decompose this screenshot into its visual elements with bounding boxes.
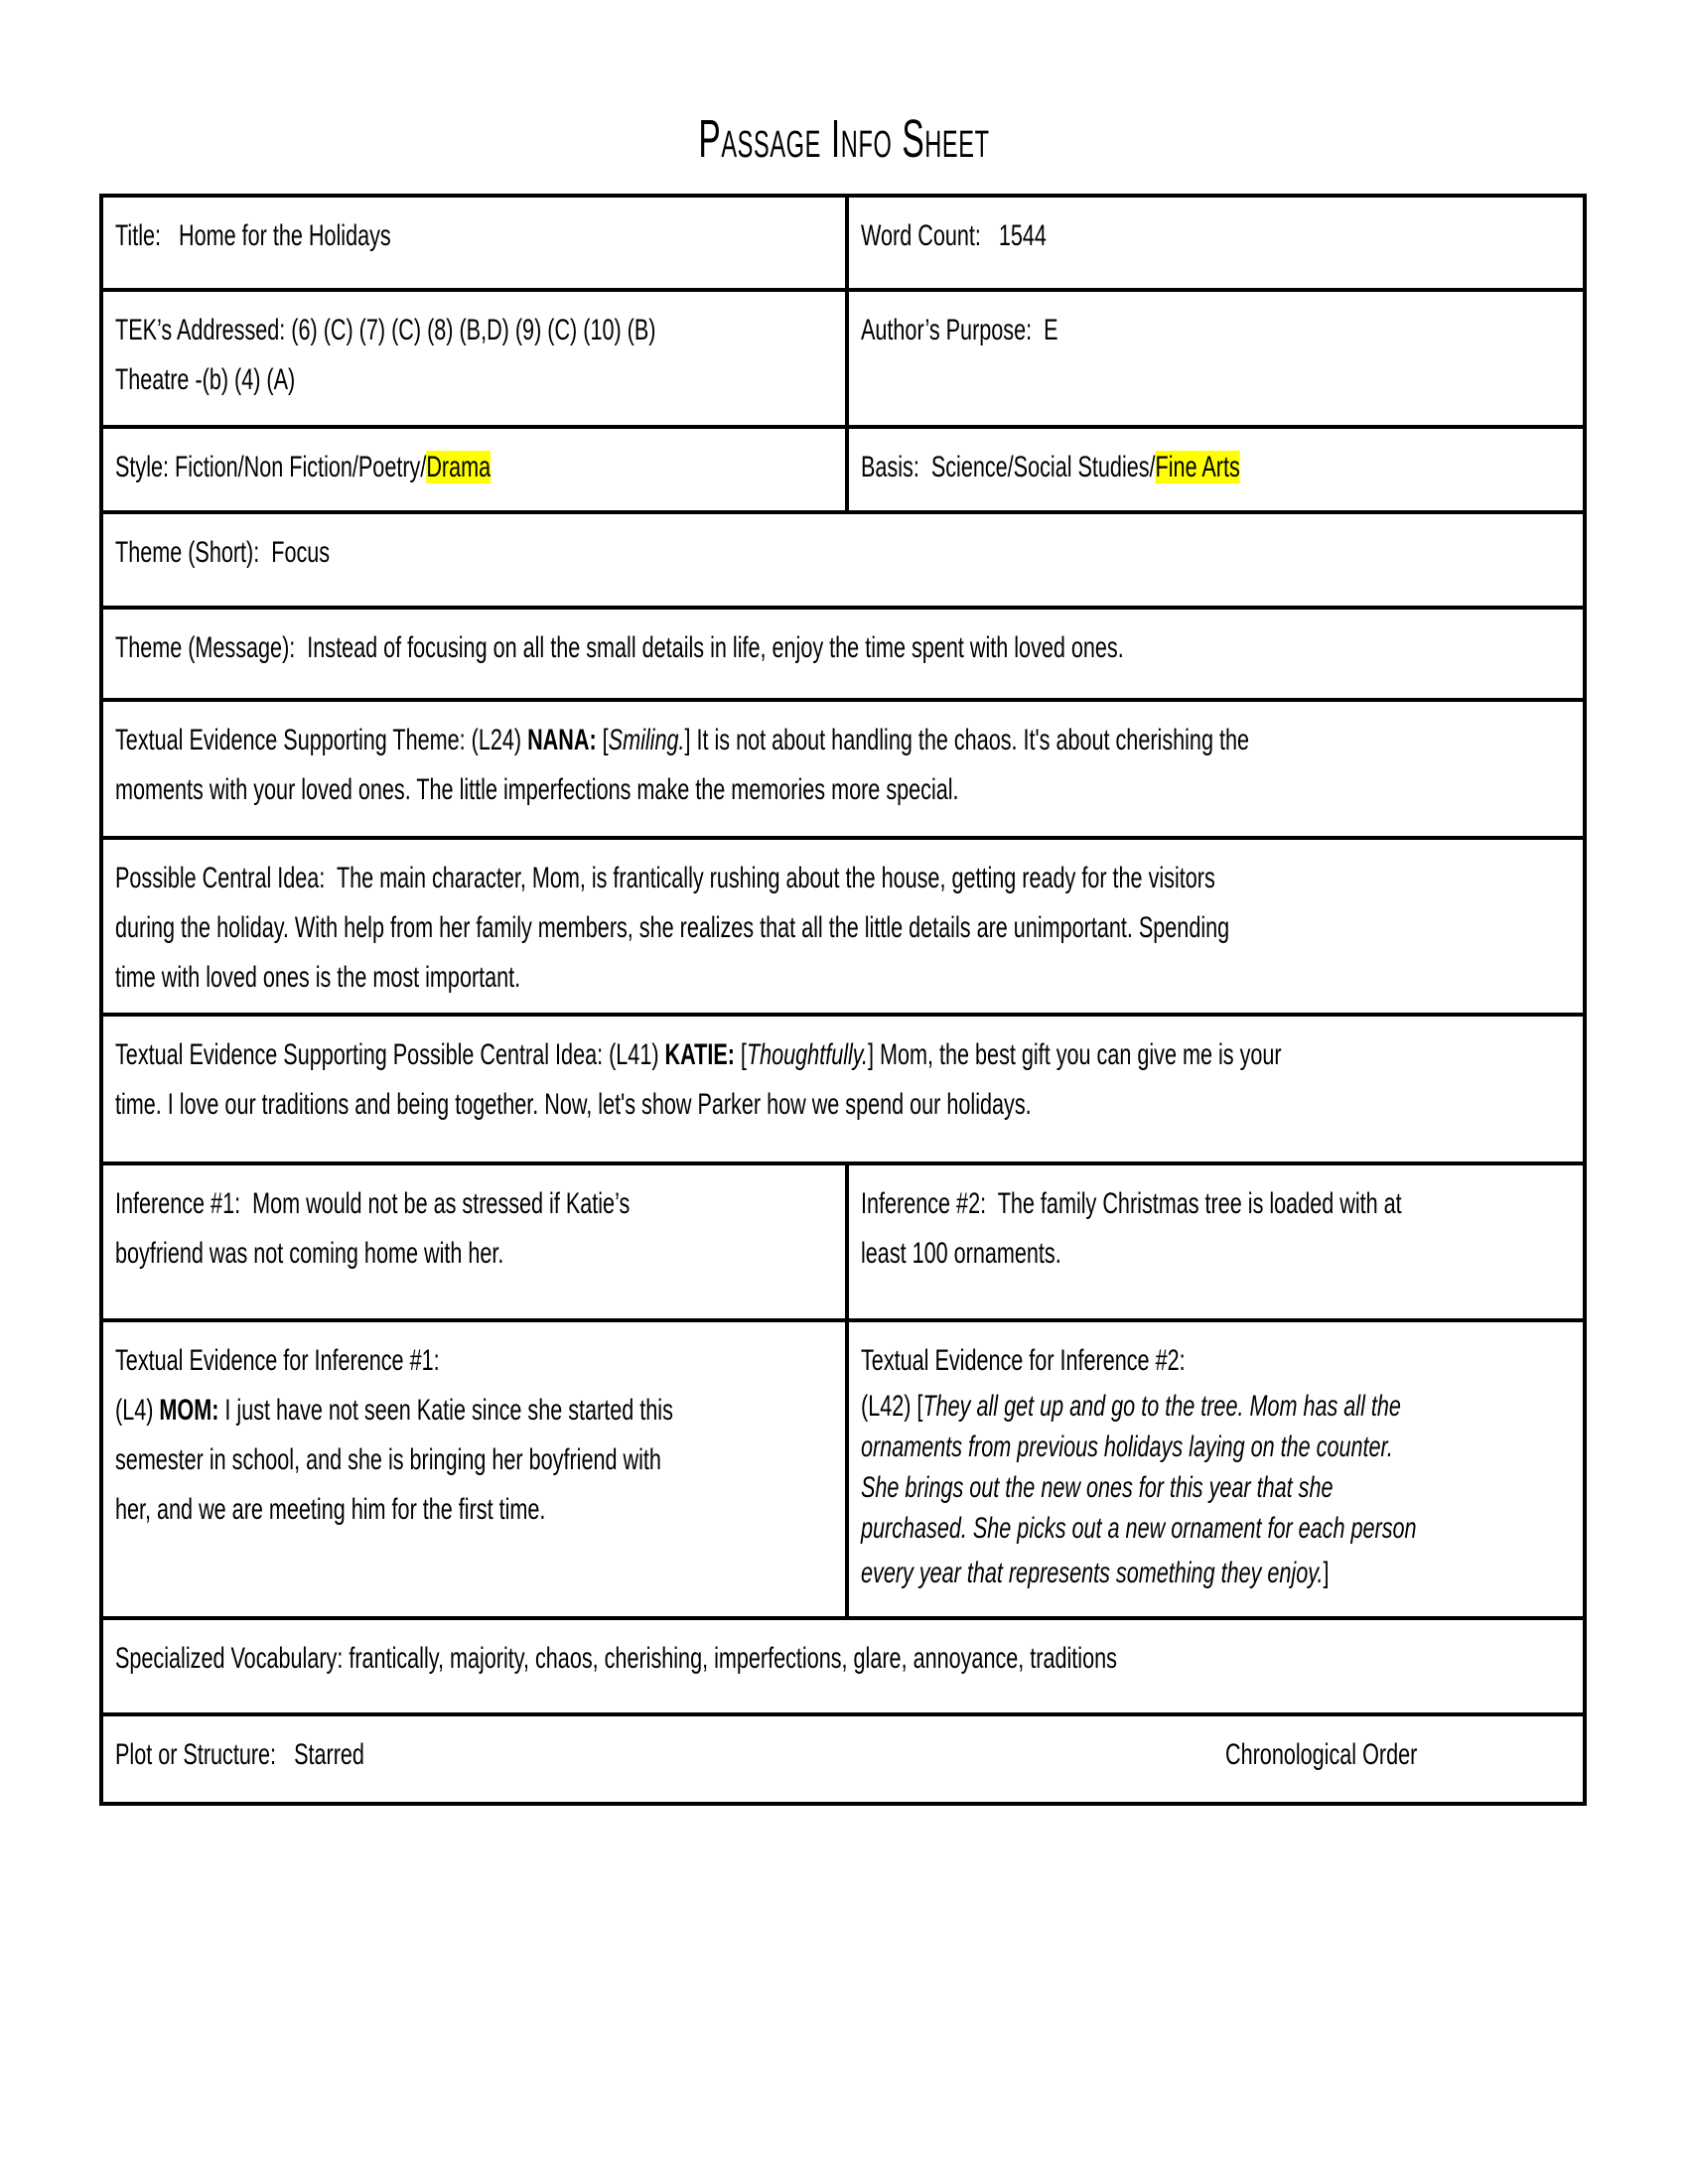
word-count-cell (849, 198, 1583, 288)
evidence-inference2-line2: ornaments from previous holidays laying on the counter. (861, 1431, 1393, 1463)
vocabulary-value: frantically, majority, chaos, cherishing, imperfections, glare, annoyance, traditions (349, 1642, 1117, 1675)
row-teks (103, 292, 1583, 429)
theme-message-cell (103, 610, 1583, 698)
evidence-inference1-line-ref: (L4) (115, 1394, 154, 1427)
evidence-theme-line1: It is not about handling the chaos. It's about cherishing the (696, 724, 1249, 756)
plot-order: Chronological Order (1225, 1738, 1418, 1771)
row-central-idea (103, 840, 1583, 1017)
theme-short-cell (103, 514, 1583, 606)
evidence-inference2-line3: She brings out the new ones for this year that she (861, 1471, 1334, 1504)
evidence-central-idea-cell: Textual Evidence Supporting Possible Central Idea: (L41) KATIE: [Thoughtfully.] Mom, the best gift you can give me is your time. I love our traditions and being together. Now, let's show Parker how we spend our holidays. (103, 1017, 1583, 1161)
evidence-theme-line2: moments with your loved ones. The little imperfections make the memories more special. (115, 773, 959, 806)
teks-label: TEK’s Addressed: (115, 314, 286, 346)
basis-label: Basis: (861, 451, 919, 483)
evidence-inference1-line2: semester in school, and she is bringing her boyfriend with (115, 1443, 661, 1476)
evidence-theme-cell: Textual Evidence Supporting Theme: (L24) NANA: [Smiling.] It is not about handling the chaos. It's about cherishing the moments with your loved ones. The little imperfections make the memories more special. (103, 702, 1583, 836)
row-evidence-inferences (103, 1322, 1583, 1620)
passage-info-table (99, 194, 1587, 1806)
style-options: Fiction/Non Fiction/Poetry/ (175, 451, 427, 483)
style-cell (103, 429, 849, 510)
word-count-value: 1544 (998, 219, 1047, 252)
basis-cell (849, 429, 1583, 510)
central-idea-line3: time with loved ones is the most important. (115, 961, 521, 994)
evidence-inference2-label: Textual Evidence for Inference #2: (861, 1344, 1186, 1377)
evidence-theme-label: Textual Evidence Supporting Theme: (115, 724, 466, 756)
theme-short-value: Focus (271, 536, 331, 569)
theme-short-label: Theme (Short): (115, 536, 260, 569)
plot-cell (103, 1716, 1583, 1802)
plot-label: Plot or Structure: (115, 1738, 277, 1771)
vocabulary-label: Specialized Vocabulary: (115, 1642, 344, 1675)
inference2-cell (849, 1165, 1583, 1318)
evidence-inference2-line5: every year that represents something they enjoy. (861, 1557, 1324, 1589)
evidence-central-idea-speaker: KATIE: (664, 1038, 735, 1071)
evidence-theme-stage-direction: Smiling. (608, 724, 685, 756)
row-evidence-central-idea (103, 1017, 1583, 1165)
evidence-inference2-line1: They all get up and go to the tree. Mom has all the (922, 1390, 1401, 1423)
authors-purpose-value: E (1044, 314, 1058, 346)
row-evidence-theme (103, 702, 1583, 840)
row-title (103, 198, 1583, 292)
plot-value: Starred (294, 1738, 364, 1771)
evidence-theme-speaker: NANA: (527, 724, 597, 756)
evidence-inference1-cell (103, 1322, 849, 1616)
inference1-label: Inference #1: (115, 1187, 241, 1220)
evidence-inference2-line4: purchased. She picks out a new ornament for each person (861, 1512, 1417, 1545)
style-label: Style: (115, 451, 170, 483)
page-title: Passage Info Sheet (698, 109, 990, 169)
evidence-inference1-label: Textual Evidence for Inference #1: (115, 1344, 440, 1377)
basis-options: Science/Social Studies/ (930, 451, 1156, 483)
style-selected: Drama (426, 451, 492, 483)
evidence-central-idea-line-ref: (L41) (609, 1038, 659, 1071)
title-cell (103, 198, 849, 288)
row-inferences (103, 1165, 1583, 1322)
theme-message-label: Theme (Message): (115, 631, 296, 664)
central-idea-cell (103, 840, 1583, 1013)
evidence-inference2-cell: Textual Evidence for Inference #2: (L42) [They all get up and go to the tree. Mom has all the ornaments from previous holidays laying on the counter. She brings out the new ones for this year that she purchased. She picks out a new ornament for each person every year that represents something they enjoy.] (849, 1322, 1583, 1616)
evidence-central-idea-label: Textual Evidence Supporting Possible Central Idea: (115, 1038, 604, 1071)
evidence-inference1-speaker: MOM: (159, 1394, 219, 1427)
central-idea-label: Possible Central Idea: (115, 862, 326, 894)
theme-message-value: Instead of focusing on all the small details in life, enjoy the time spent with loved ones. (307, 631, 1124, 664)
row-theme-message (103, 610, 1583, 702)
evidence-theme-line-ref: (L24) (471, 724, 522, 756)
title-label: Title: (115, 219, 162, 252)
row-vocabulary (103, 1620, 1583, 1716)
vocabulary-cell (103, 1620, 1583, 1712)
central-idea-line2: during the holiday. With help from her family members, she realizes that all the little details are unimportant. Spending (115, 911, 1230, 944)
evidence-inference1-line3: her, and we are meeting him for the first time. (115, 1493, 546, 1526)
evidence-central-idea-line1: Mom, the best gift you can give me is your (880, 1038, 1282, 1071)
teks-cell (103, 292, 849, 425)
authors-purpose-cell (849, 292, 1583, 425)
inference2-line1: The family Christmas tree is loaded with at (997, 1187, 1402, 1220)
inference1-line1: Mom would not be as stressed if Katie’s (252, 1187, 631, 1220)
inference2-label: Inference #2: (861, 1187, 987, 1220)
title-value: Home for the Holidays (179, 219, 391, 252)
basis-selected: Fine Arts (1155, 451, 1240, 483)
row-theme-short (103, 514, 1583, 610)
teks-line2: Theatre -(b) (4) (A) (115, 363, 296, 396)
central-idea-line1: The main character, Mom, is frantically rushing about the house, getting ready for the visitors (336, 862, 1215, 894)
word-count-label: Word Count: (861, 219, 981, 252)
evidence-central-idea-stage-direction: Thoughtfully. (746, 1038, 869, 1071)
row-style (103, 429, 1583, 514)
row-plot (103, 1716, 1583, 1802)
authors-purpose-label: Author’s Purpose: (861, 314, 1033, 346)
inference1-cell (103, 1165, 849, 1318)
evidence-central-idea-line2: time. I love our traditions and being together. Now, let's show Parker how we spend our holidays. (115, 1088, 1032, 1121)
teks-line1: (6) (C) (7) (C) (8) (B,D) (9) (C) (10) (B) (291, 314, 656, 346)
evidence-inference1-line1: I just have not seen Katie since she started this (224, 1394, 673, 1427)
evidence-inference2-line-ref: (L42) (861, 1390, 912, 1423)
inference2-line2: least 100 ornaments. (861, 1237, 1061, 1270)
inference1-line2: boyfriend was not coming home with her. (115, 1237, 504, 1270)
